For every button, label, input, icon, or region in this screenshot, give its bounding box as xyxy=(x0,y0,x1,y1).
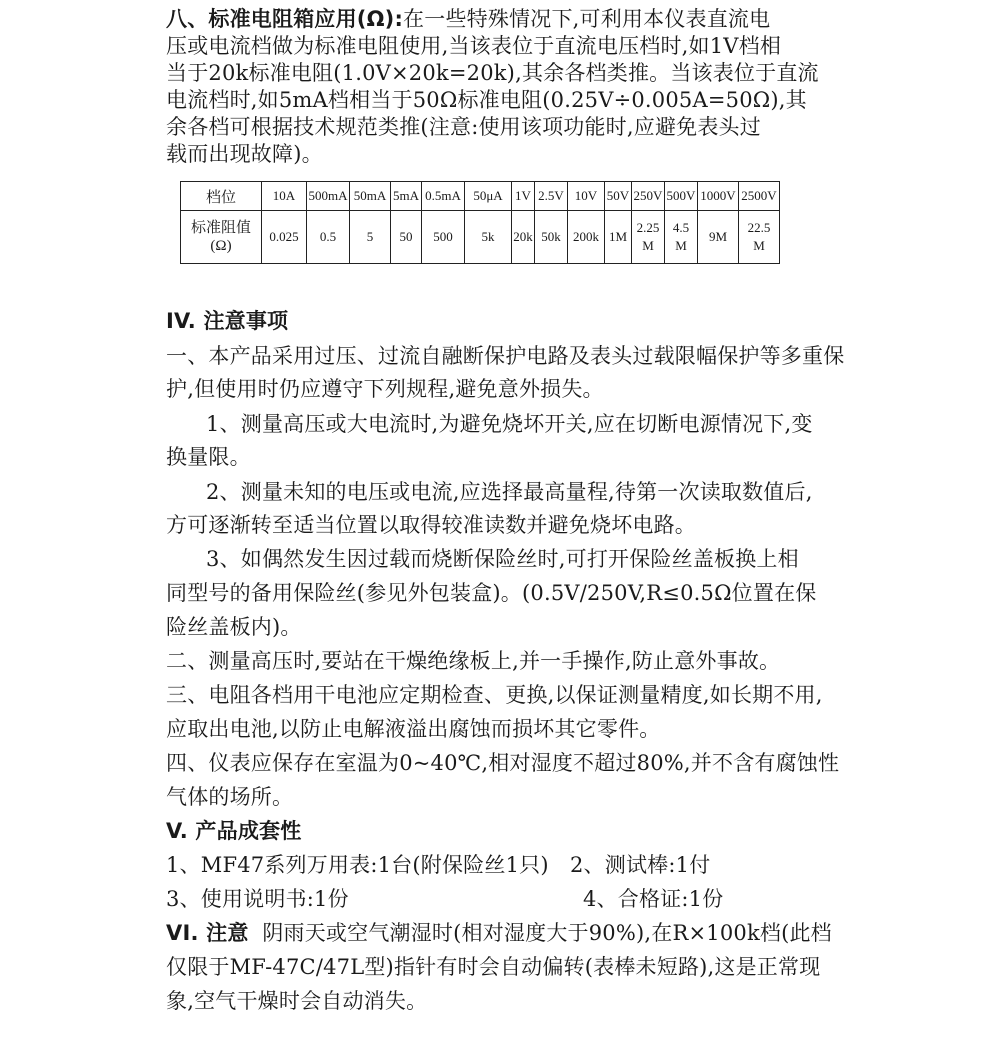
section4-line: 1、测量高压或大电流时,为避免烧坏开关,应在切断电源情况下,变 xyxy=(206,412,813,436)
table-cell: 500V xyxy=(665,182,698,211)
section5-item: 2、测试棒:1付 xyxy=(570,853,711,877)
table-cell: 5mA xyxy=(391,182,422,211)
standard-resistance-table xyxy=(180,181,780,264)
table-cell: 2500V xyxy=(739,182,780,211)
section8-line-1: 八、标准电阻箱应用(Ω):在一些特殊情况下,可利用本仪表直流电 xyxy=(166,7,771,31)
section8-line-5: 余各档可根据技术规范类推(注意:使用该项功能时,应避免表头过 xyxy=(166,115,761,139)
table-cell: 1000V xyxy=(698,182,739,211)
section4-line: 3、如偶然发生因过载而烧断保险丝时,可打开保险丝盖板换上相 xyxy=(206,547,799,571)
table-cell: 5k xyxy=(465,211,512,264)
section8-line-6: 载而出现故障)。 xyxy=(166,142,323,166)
table-cell: 10V xyxy=(568,182,605,211)
table-cell: 200k xyxy=(568,211,605,264)
section4-line: 2、测量未知的电压或电流,应选择最高量程,待第一次读取数值后, xyxy=(206,480,813,504)
section6-line: 象,空气干燥时会自动消失。 xyxy=(166,989,428,1013)
table-header-range: 档位 xyxy=(181,182,262,211)
section5-item: 3、使用说明书:1份 xyxy=(166,887,349,911)
table-cell: 50 xyxy=(391,211,422,264)
section4-line: 方可逐渐转至适当位置以取得较准读数并避免烧坏电路。 xyxy=(166,513,696,537)
section4-line: 险丝盖板内)。 xyxy=(166,615,302,639)
table-row-ranges xyxy=(181,182,780,211)
table-cell: 20k xyxy=(512,211,535,264)
table-cell: 22.5 M xyxy=(739,211,780,264)
section8-line-3: 当于20k标准电阻(1.0V×20k=20k),其余各档类推。当该表位于直流 xyxy=(166,61,819,85)
table-cell: 10A xyxy=(262,182,307,211)
section5-item: 1、MF47系列万用表:1台(附保险丝1只) xyxy=(166,853,549,877)
table-cell: 9M xyxy=(698,211,739,264)
section4-line: 换量限。 xyxy=(166,445,251,469)
section4-line: 气体的场所。 xyxy=(166,785,294,809)
section4-line: 二、测量高压时,要站在干燥绝缘板上,并一手操作,防止意外事故。 xyxy=(166,649,781,673)
table-cell: 50k xyxy=(535,211,568,264)
section8-line-4: 电流档时,如5mA档相当于50Ω标准电阻(0.25V÷0.005A=50Ω),其 xyxy=(166,88,807,112)
table-cell: 1M xyxy=(605,211,632,264)
table-cell: 2.25 M xyxy=(632,211,665,264)
table-cell: 50mA xyxy=(350,182,391,211)
section4-title: IV. 注意事项 xyxy=(166,309,289,333)
section4-line: 应取出电池,以防止电解液溢出腐蚀而损坏其它零件。 xyxy=(166,717,661,741)
section6-title: VI. 注意 xyxy=(166,921,249,945)
table-cell: 500 xyxy=(422,211,465,264)
section4-line: 一、本产品采用过压、过流自融断保护电路及表头过载限幅保护等多重保 xyxy=(166,344,845,368)
table-row-values xyxy=(181,211,780,264)
section8-title: 八、标准电阻箱应用(Ω): xyxy=(166,7,404,31)
table-cell: 0.5 xyxy=(307,211,350,264)
table-cell: 5 xyxy=(350,211,391,264)
section6-line-1: VI. 注意 阴雨天或空气潮湿时(相对湿度大于90%),在R×100k档(此档 xyxy=(166,921,832,945)
table-cell: 0.5mA xyxy=(422,182,465,211)
table-header-resistance: 标准阻值 (Ω) xyxy=(181,211,262,264)
section6-line: 仅限于MF-47C/47L型)指针有时会自动偏转(表棒未短路),这是正常现 xyxy=(166,955,821,979)
table-cell: 0.025 xyxy=(262,211,307,264)
section4-line: 四、仪表应保存在室温为0~40℃,相对湿度不超过80%,并不含有腐蚀性 xyxy=(166,751,840,775)
table-cell: 4.5 M xyxy=(665,211,698,264)
section5-item: 4、合格证:1份 xyxy=(583,887,724,911)
table-cell: 250V xyxy=(632,182,665,211)
section4-line: 护,但使用时仍应遵守下列规程,避免意外损失。 xyxy=(166,377,604,401)
table-cell: 1V xyxy=(512,182,535,211)
section8-line-2: 压或电流档做为标准电阻使用,当该表位于直流电压档时,如1V档相 xyxy=(166,34,782,58)
section5-title: V. 产品成套性 xyxy=(166,819,302,843)
table-cell: 2.5V xyxy=(535,182,568,211)
section4-line: 同型号的备用保险丝(参见外包装盒)。(0.5V/250V,R≤0.5Ω位置在保 xyxy=(166,581,817,605)
table-cell: 500mA xyxy=(307,182,350,211)
section4-line: 三、电阻各档用干电池应定期检查、更换,以保证测量精度,如长期不用, xyxy=(166,683,823,707)
table-cell: 50μA xyxy=(465,182,512,211)
table-cell: 50V xyxy=(605,182,632,211)
